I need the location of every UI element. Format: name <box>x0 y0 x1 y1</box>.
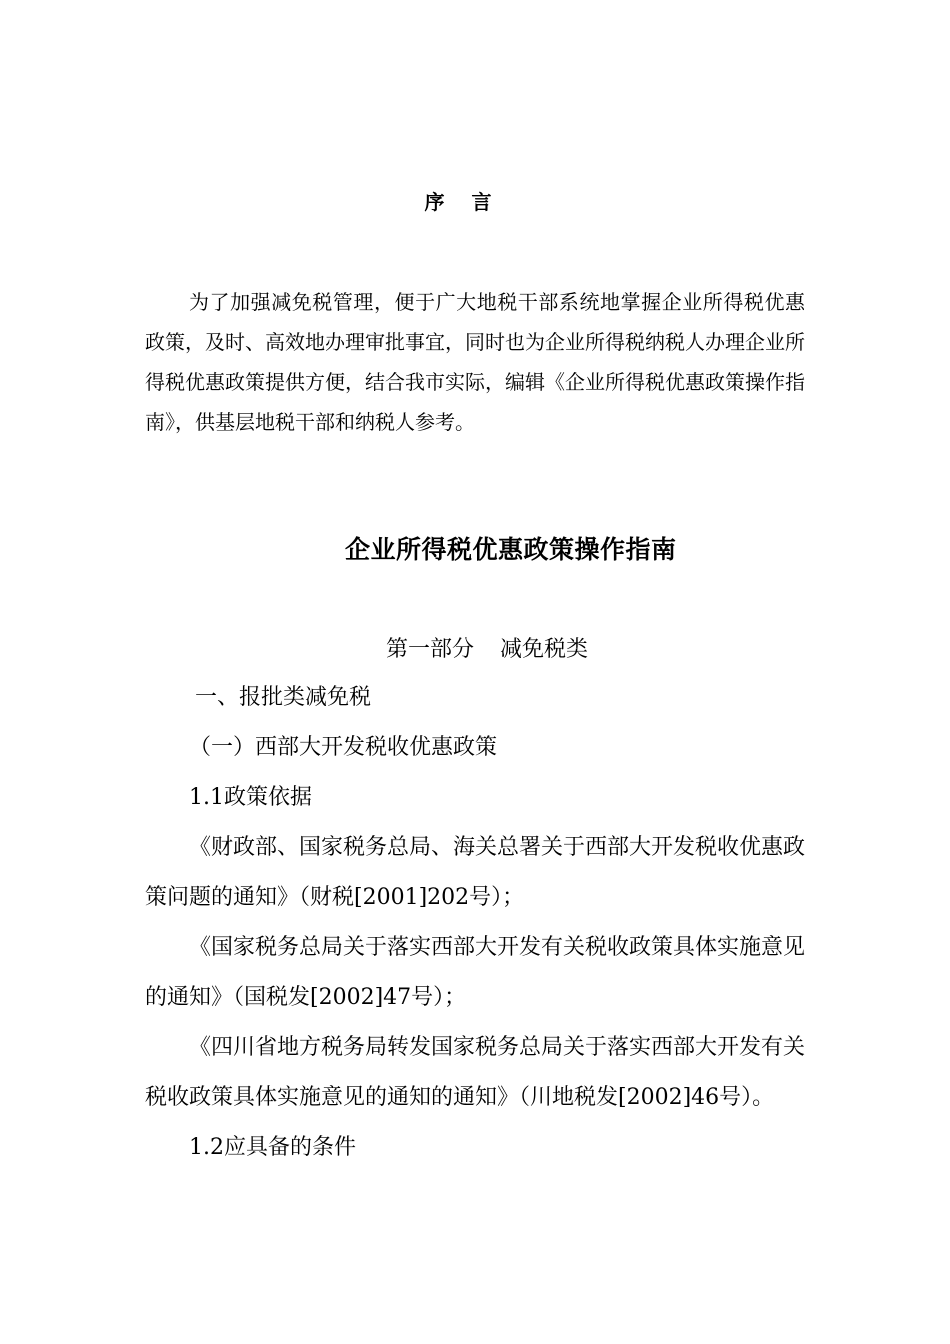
preface-title: 序 言 <box>424 190 502 214</box>
preface-paragraph: 为了加强减免税管理，便于广大地税干部系统地掌握企业所得税优惠政策，及时、高效地办理审批事宜，同时也为企业所得税纳税人办理企业所得税优惠政策提供方便，结合我市实际，编辑《企业所得税优惠政策操作指南》，供基层地税干部和纳税人参考。 <box>145 290 805 434</box>
citation-paragraph: 《财政部、国家税务总局、海关总署关于西部大开发税收优惠政策问题的通知》（财税[2001]202号）； <box>145 835 806 910</box>
citation-paragraph: 《国家税务总局关于落实西部大开发有关税收政策具体实施意见的通知》（国税发[2002]47号）； <box>145 935 806 1010</box>
item-heading: 1.1政策依据 <box>189 785 312 810</box>
item-heading: 1.2应具备的条件 <box>189 1135 356 1160</box>
part-heading <box>386 632 588 663</box>
guide-title: 企业所得税优惠政策操作指南 <box>345 535 677 564</box>
part-name: 减免税类 <box>500 637 589 662</box>
citation-paragraph: 《四川省地方税务局转发国家税务总局关于落实西部大开发有关税收政策具体实施意见的通知的通知》（川地税发[2002]46号）。 <box>145 1035 806 1110</box>
section-heading: 一、报批类减免税 <box>195 685 372 710</box>
part-number: 第一部分 <box>386 637 475 662</box>
subsection-heading: （一）西部大开发税收优惠政策 <box>189 735 498 760</box>
guide-content <box>145 673 805 1173</box>
